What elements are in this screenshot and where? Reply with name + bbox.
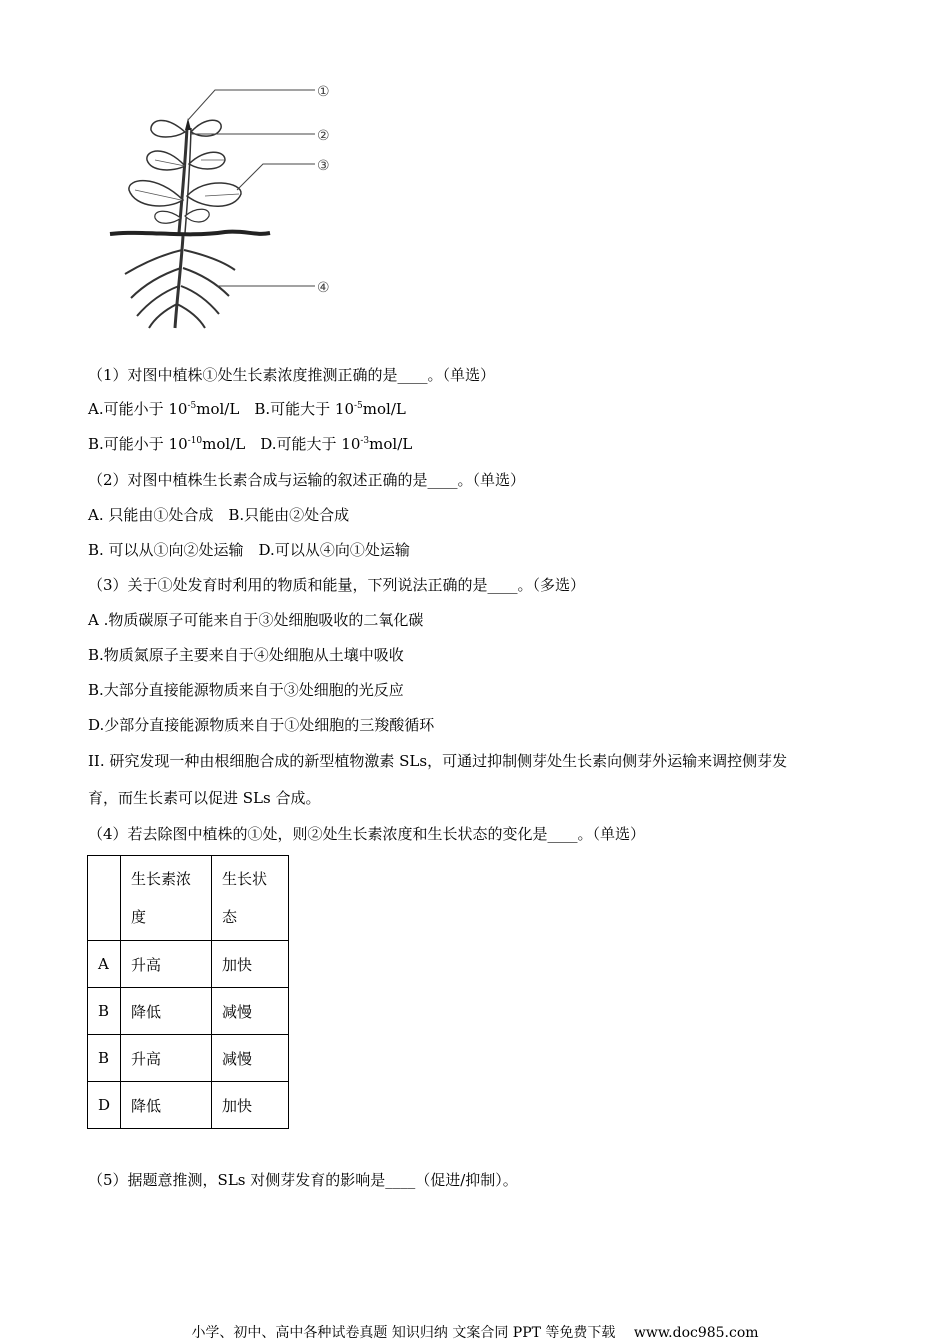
table-cell-option: D	[88, 1082, 121, 1129]
q5-stem: （5）据题意推测，SLs 对侧芽发育的影响是____（促进/抑制）。	[88, 1171, 518, 1189]
q4-options-table	[87, 855, 289, 1129]
figure-label-2: ②	[317, 128, 330, 144]
table-cell-growth: 减慢	[212, 988, 289, 1035]
table-row	[88, 1082, 289, 1129]
table-cell-growth: 减慢	[212, 1035, 289, 1082]
table-cell-concentration: 降低	[121, 988, 212, 1035]
q2-options-row-1: A. 只能由①处合成 B.只能由②处合成	[88, 506, 350, 524]
q3-option-a: A .物质碳原子可能来自于③处细胞吸收的二氧化碳	[88, 611, 424, 629]
table-row	[88, 941, 289, 988]
q1-stem: （1）对图中植株①处生长素浓度推测正确的是____。（单选）	[88, 366, 496, 384]
table-cell-option: A	[88, 941, 121, 988]
page-footer: 小学、初中、高中各种试卷真题 知识归纳 文案合同 PPT 等免费下载 www.doc985.com	[191, 1325, 759, 1341]
q1-options-row-1	[88, 398, 406, 420]
q1-option-b: B.可能大于 $10^{-5}mol/L$	[254, 400, 406, 418]
table-header-concentration: 生长素浓度	[121, 856, 212, 941]
q2-options-row-2: B. 可以从①向②处运输 D.可以从④向①处运输	[88, 541, 410, 559]
table-row	[88, 988, 289, 1035]
figure-label-3: ③	[317, 158, 330, 174]
table-cell-option: B	[88, 988, 121, 1035]
table-cell-concentration: 降低	[121, 1082, 212, 1129]
table-row	[88, 1035, 289, 1082]
table-cell-option: B	[88, 1035, 121, 1082]
table-cell-concentration: 升高	[121, 941, 212, 988]
leader-line-3	[237, 164, 315, 190]
q1-option-c: B.可能小于 $10^{-10}mol/L$	[88, 435, 246, 453]
table-header-row	[88, 856, 289, 941]
section2-line-1: II. 研究发现一种由根细胞合成的新型植物激素 SLs，可通过抑制侧芽处生长素向侧芽外运输来调控侧芽发	[88, 752, 788, 770]
table-header-growth: 生长状态	[212, 856, 289, 941]
section2-line-2: 育，而生长素可以促进 SLs 合成。	[88, 789, 321, 807]
leader-line-1	[188, 90, 315, 120]
table-cell-growth: 加快	[212, 1082, 289, 1129]
table-cell-growth: 加快	[212, 941, 289, 988]
plant-figure	[105, 78, 345, 338]
q3-option-b: B.物质氮原子主要来自于④处细胞从土壤中吸收	[88, 646, 404, 664]
table-cell-concentration: 升高	[121, 1035, 212, 1082]
q1-option-d: D.可能大于 $10^{-3}mol/L$	[260, 435, 413, 453]
figure-label-1: ①	[317, 84, 330, 100]
q4-stem: （4）若去除图中植株的①处，则②处生长素浓度和生长状态的变化是____。（单选）	[88, 825, 646, 843]
q3-option-c: B.大部分直接能源物质来自于③处细胞的光反应	[88, 681, 404, 699]
figure-label-4: ④	[317, 280, 330, 296]
q1-option-a: A.可能小于 $10^{-5}mol/L$	[88, 400, 240, 418]
table-header-blank	[88, 856, 121, 941]
plant-diagram	[105, 78, 345, 338]
q3-stem: （3）关于①处发育时利用的物质和能量，下列说法正确的是____。（多选）	[88, 576, 586, 594]
q1-options-row-2	[88, 433, 412, 455]
q2-stem: （2）对图中植株生长素合成与运输的叙述正确的是____。（单选）	[88, 471, 526, 489]
q3-option-d: D.少部分直接能源物质来自于①处细胞的三羧酸循环	[88, 716, 435, 734]
